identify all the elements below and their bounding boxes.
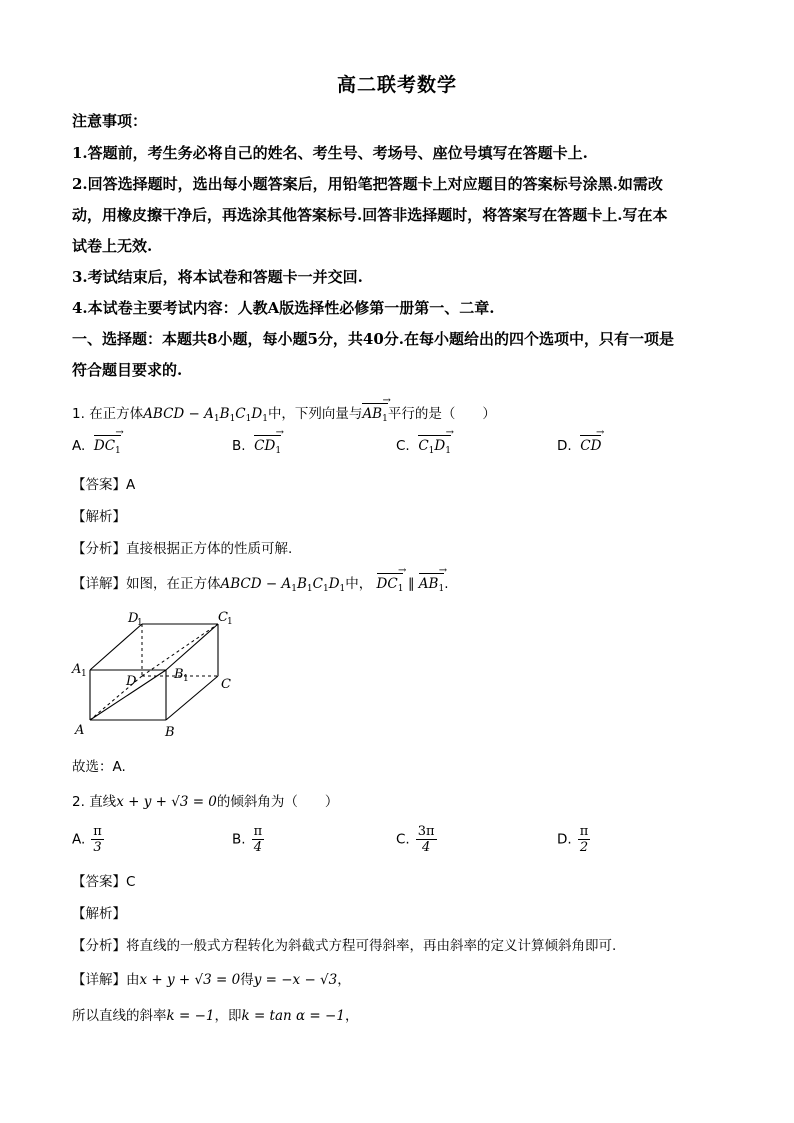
q2-option-b[interactable]: B. $\frac{\pi}{4}$ (232, 824, 263, 855)
q1-answer: 【答案】A (72, 477, 136, 493)
q1-option-a[interactable]: A. $DC_1$ → (72, 438, 121, 456)
q2-fenxi: 【分析】将直线的一般式方程转化为斜截式方程可得斜率，再由斜率的定义计算倾斜角即可. (72, 938, 617, 954)
q2-answer: 【答案】C (72, 874, 136, 890)
cube-name: ABCD − $A_1B_1C_1D_1$ (143, 406, 268, 424)
q2-option-c[interactable]: C. $\frac{3\pi}{4}$ (396, 824, 435, 855)
edge-a1d1 (90, 624, 142, 670)
label-d: D (126, 674, 137, 689)
cube-figure (70, 606, 250, 741)
question-2-stem: 2. 直线x + y + √3 = 0的倾斜角为（ ） (72, 794, 339, 810)
label-a1: A (72, 662, 82, 677)
question-1-stem (72, 402, 496, 424)
notice-item-2b: 动，用橡皮擦干净后，再选涂其他答案标号.回答非选择题时，将答案写在答题卡上.写在本 (72, 206, 668, 224)
notice-item-4: 4.本试卷主要考试内容：人教A版选择性必修第一册第一、二章. (72, 299, 495, 317)
q1-analysis-label: 【解析】 (72, 509, 126, 525)
label-b1: B (174, 667, 184, 682)
question-text: 在正方体 (89, 406, 144, 422)
q2-detail: 【详解】由x + y + √3 = 0得y = −x − √3， (72, 972, 351, 988)
label-d1: D (128, 611, 139, 626)
label-c1: C (218, 610, 228, 625)
notice-item-2c: 试卷上无效. (72, 237, 153, 255)
question-number: 1. (72, 406, 85, 422)
q1-conclusion: 故选：A. (72, 759, 126, 775)
notice-item-3: 3.考试结束后，将本试卷和答题卡一并交回. (72, 268, 363, 286)
notice-item-1: 1.答题前，考生务必将自己的姓名、考生号、考场号、座位号填写在答题卡上. (72, 144, 588, 162)
label-c: C (221, 677, 231, 692)
notice-heading: 注意事项： (72, 112, 148, 130)
q1-detail: 【详解】如图，在正方体ABCD − $A_1B_1C_1D_1$中， $DC_1$ → ∥ $AB_1$ →. (72, 572, 448, 594)
q1-option-d[interactable]: D. CD → (557, 438, 601, 454)
q1-fenxi: 【分析】直接根据正方体的性质可解. (72, 541, 293, 557)
q2-slope: 所以直线的斜率k = −1，即k = tan α = −1， (72, 1008, 359, 1024)
svg-text:1: 1 (183, 674, 189, 684)
label-b: B (165, 725, 175, 740)
q1-option-c[interactable]: C. $C_1D_1$ → (396, 438, 451, 456)
svg-text:1: 1 (137, 618, 143, 628)
q1-option-b[interactable]: B. $CD_1$ → (232, 438, 281, 456)
svg-text:1: 1 (227, 617, 233, 627)
question-text: 中，下列向量与 (267, 406, 363, 422)
q2-option-a[interactable]: A. $\frac{\pi}{3}$ (72, 824, 102, 855)
q2-option-d[interactable]: D. $\frac{\pi}{2}$ (557, 824, 589, 855)
edge-c1b1 (166, 624, 218, 670)
edge-cb (166, 676, 218, 720)
page-title: 高二联考数学 (336, 74, 457, 96)
label-a: A (75, 723, 85, 738)
vector-ab1: $AB_1$ → (362, 406, 387, 424)
question-text: 平行的是（ ） (387, 406, 496, 422)
q2-analysis-label: 【解析】 (72, 906, 126, 922)
section-heading-line1: 一、选择题：本题共8小题，每小题5分，共40分.在每小题给出的四个选项中，只有一项是 (72, 330, 674, 348)
notice-item-2a: 2.回答选择题时，选出每小题答案后，用铅笔把答题卡上对应题目的答案标号涂黑.如需改 (72, 175, 663, 193)
svg-text:1: 1 (81, 669, 87, 679)
section-heading-line2: 符合题目要求的. (72, 361, 183, 379)
